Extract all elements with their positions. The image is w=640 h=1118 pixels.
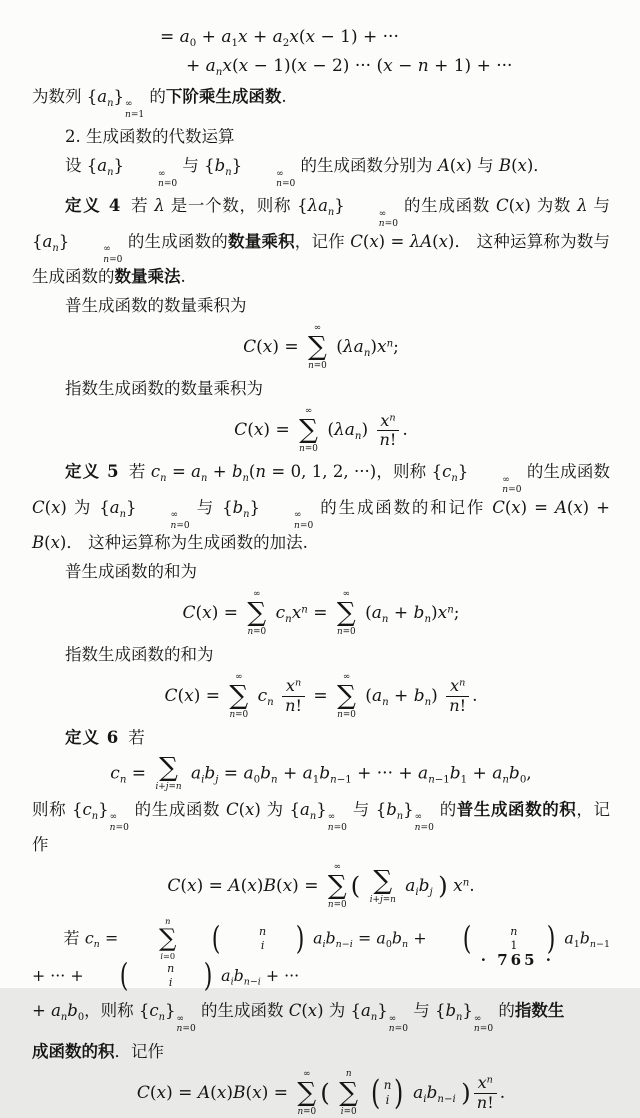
paragraph-ogf-sum: 普生成函数的和为 bbox=[65, 562, 197, 581]
paragraph-binomial-convolution: 若 $c_n$ = n ∑ i=0 ( n i ) $a_ib_{n-i} = a_0b_n$ + ( n 1 ) $a_1b_{n-1}$ + ··· + ( n i ) $a_ib_{n-i}$ + ··· bbox=[32, 916, 610, 994]
formula-scalar-ogf: C(x) = ∞ ∑ n=0 $(\lambda a_n)x^n$; bbox=[243, 323, 399, 372]
formula-sum-egf: C(x) = ∞ ∑ n=0 $c_n$ $\frac{x^n}{n!}$ = ∞ ∑ n=0 $(a_n + b_n)$ $\frac{x^n}{n!}$ . bbox=[164, 671, 478, 720]
paragraph-egf-scalar: 指数生成函数的数量乘积为 bbox=[65, 379, 263, 399]
formula-product-egf: C(x) = A(x)B(x) = ∞ ∑ n=0 ( n ∑ i=0 ( n i ) $a_ib_{n-i}$ ) $\frac{x^n}{n!}$ . bbox=[136, 1068, 506, 1117]
definition-4-label: 定义 4 bbox=[65, 196, 122, 216]
definition-6-label: 定义 6 bbox=[65, 727, 120, 747]
formula-falling-factorial-line2: + $a_nx(x - 1)(x - 2)$ ··· (x − n + 1) + ··· bbox=[186, 55, 513, 78]
paragraph-falling-factorial: 为数列 $\{a_n\}$ ∞ n=1 的下阶乘生成函数. bbox=[32, 86, 287, 120]
definition-6 bbox=[32, 726, 610, 750]
formula-product-ogf: C(x) = A(x)B(x) = ∞ ∑ n=0 ( ∑ i+j=n $a_ib_j$ ) $x^n$. bbox=[167, 862, 475, 911]
section-heading: 2. 生成函数的代数运算 bbox=[65, 127, 235, 147]
page-number: · 765 · bbox=[480, 951, 554, 969]
definition-5-text: 若 $c_n = a_n + b_n(n = 0$, 1, 2, ···)，则称 $\{c_n\}$ ∞ n=0 的生成函数 C(x) 为 $\{a_n\}$ ∞ n=0 与 $\{b_n\}$ ∞ n=0 的生成函数的和记作 C(x) = A(x) + B(x)． 这种运算称为生成函数的加法. bbox=[32, 462, 610, 552]
formula-sum-ogf: C(x) = ∞ ∑ n=0 $c_nx^n$ = ∞ ∑ n=0 $(a_n + b_n)x^n$; bbox=[182, 589, 460, 637]
paragraph-egf-product-line2: 成函数的积．记作 bbox=[32, 1041, 164, 1061]
paragraph-ogf-product: 则称 $\{c_n\}$ ∞ n=0 的生成函数 C(x) 为 $\{a_n\}$ ∞ n=0 与 $\{b_n\}$ ∞ n=0 的普生成函数的积，记作 bbox=[32, 799, 610, 855]
paragraph-setup: 设 $\{a_n\}$ ∞ n=0 与 $\{b_n\}$ ∞ n=0 的生成函数分别为 A(x) 与 B(x)． bbox=[65, 156, 550, 190]
paragraph-egf-product-line1: + $a_nb_0$，则称 $\{c_n\}$ ∞ n=0 的生成函数 C(x) 为 $\{a_n\}$ ∞ n=0 与 $\{b_n\}$ ∞ n=0 的指数生 bbox=[32, 1001, 565, 1035]
formula-convolution: $c_n$ = ∑ i+j=n $a_ib_j = a_0b_n + a_1b_{n-1}$ + ··· + $a_{n-1}b_1 + a_nb_0$, bbox=[110, 752, 532, 792]
definition-6-text: 若 bbox=[128, 727, 145, 747]
definition-5-label: 定义 5 bbox=[65, 462, 120, 482]
paragraph-egf-sum: 指数生成函数的和为 bbox=[65, 644, 214, 664]
definition-4 bbox=[32, 194, 610, 289]
formula-scalar-egf: C(x) = ∞ ∑ n=0 $(\lambda a_n)$ $\frac{x^n}{n!}$ . bbox=[234, 406, 408, 455]
definition-4-text: 若 λ 是一个数，则称 $\{\lambda a_n\}$ ∞ n=0 的生成函数 C(x) 为数 λ 与 $\{a_n\}$ ∞ n=0 的生成函数的数量乘积，记作 C(x) = λA(x)． 这种运算称为数与生成函数的数量乘法. bbox=[32, 196, 611, 287]
paragraph-ogf-scalar: 普生成函数的数量乘积为 bbox=[65, 296, 247, 316]
definition-5 bbox=[32, 460, 610, 555]
formula-falling-factorial-line1: = $a_0 + a_1x + a_2x(x - 1)$ + ··· bbox=[160, 27, 399, 50]
